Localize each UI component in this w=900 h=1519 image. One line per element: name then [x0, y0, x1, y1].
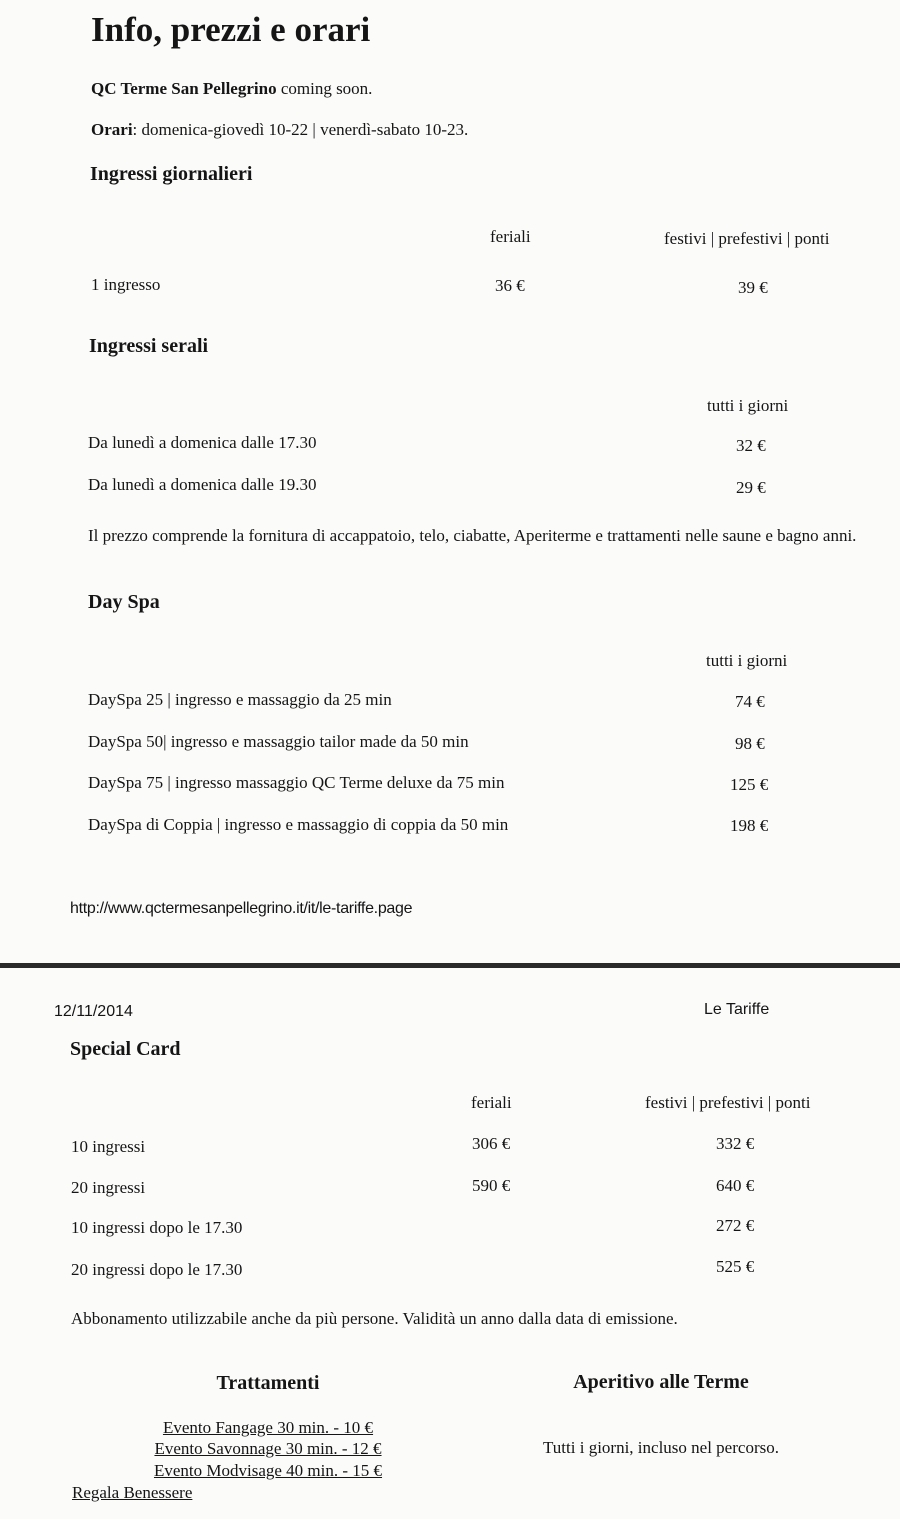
evening-row-label: Da lunedì a domenica dalle 19.30 [88, 475, 317, 494]
evening-row-price: 29 € [736, 478, 766, 497]
hours-text: : domenica-giovedì 10-22 | venerdì-sabato 10-23. [132, 120, 469, 139]
aperitivo-text: Tutti i giorni, incluso nel percorso. [543, 1438, 779, 1457]
special-row-weekday: 590 € [472, 1176, 511, 1195]
special-card-heading: Special Card [70, 1038, 181, 1060]
dayspa-col-all: tutti i giorni [706, 651, 788, 670]
dayspa-row-label: DaySpa 25 | ingresso e massaggio da 25 min [88, 690, 392, 709]
treatments-heading: Trattamenti [216, 1372, 320, 1394]
gift-link[interactable]: Regala Benessere [72, 1483, 193, 1502]
intro-suffix: coming soon. [276, 79, 373, 98]
dayspa-row-price: 198 € [730, 816, 769, 835]
evening-row-label: Da lunedì a domenica dalle 17.30 [88, 433, 317, 452]
page-divider [0, 963, 900, 968]
special-row-holiday: 640 € [716, 1176, 755, 1195]
special-card-note: Abbonamento utilizzabile anche da più persone. Validità un anno dalla data di emissione. [71, 1309, 678, 1328]
dayspa-row-price: 125 € [730, 775, 769, 794]
footer-url[interactable]: http://www.qctermesanpellegrino.it/it/le-tariffe.page [70, 900, 413, 917]
venue-name: QC Terme San Pellegrino [91, 79, 277, 98]
daily-col-weekdays: feriali [490, 227, 531, 246]
special-row-label: 10 ingressi [71, 1137, 146, 1156]
page-title: Info, prezzi e orari [91, 10, 371, 49]
special-col-weekdays: feriali [471, 1093, 512, 1112]
daily-row-holiday: 39 € [738, 278, 768, 297]
daily-heading: Ingressi giornalieri [90, 163, 253, 185]
print-date: 12/11/2014 [54, 1003, 133, 1020]
special-row-holiday: 332 € [716, 1134, 755, 1153]
intro-line [91, 79, 372, 99]
daily-row-weekday: 36 € [495, 276, 525, 295]
dayspa-row-label: DaySpa 50| ingresso e massaggio tailor made da 50 min [88, 732, 469, 751]
aperitivo-heading: Aperitivo alle Terme [573, 1371, 749, 1393]
dayspa-row-label: DaySpa 75 | ingresso massaggio QC Terme deluxe da 75 min [88, 773, 505, 792]
treatment-link[interactable]: Evento Fangage 30 min. - 10 € [162, 1418, 374, 1437]
evening-col-all: tutti i giorni [707, 396, 789, 415]
dayspa-row-price: 74 € [735, 692, 765, 711]
special-row-label: 20 ingressi dopo le 17.30 [71, 1260, 243, 1279]
treatment-link[interactable]: Evento Savonnage 30 min. - 12 € [154, 1439, 382, 1458]
treatment-link[interactable]: Evento Modvisage 40 min. - 15 € [153, 1461, 383, 1480]
special-row-label: 20 ingressi [71, 1178, 146, 1197]
print-page-title: Le Tariffe [704, 1001, 770, 1018]
special-col-holidays: festivi | prefestivi | ponti [645, 1093, 811, 1112]
hours-label: Orari [91, 120, 133, 139]
dayspa-row-label: DaySpa di Coppia | ingresso e massaggio di coppia da 50 min [88, 815, 509, 834]
special-row-weekday: 306 € [472, 1134, 511, 1153]
daily-col-holidays: festivi | prefestivi | ponti [664, 229, 830, 248]
evening-row-price: 32 € [736, 436, 766, 455]
dayspa-heading: Day Spa [88, 591, 160, 613]
hours-line [91, 120, 468, 140]
special-row-holiday: 272 € [716, 1216, 755, 1235]
special-row-label: 10 ingressi dopo le 17.30 [71, 1218, 243, 1237]
evening-heading: Ingressi serali [89, 335, 209, 357]
daily-row-label: 1 ingresso [91, 275, 161, 294]
dayspa-row-price: 98 € [735, 734, 765, 753]
special-row-holiday: 525 € [716, 1257, 755, 1276]
includes-note: Il prezzo comprende la fornitura di accappatoio, telo, ciabatte, Aperiterme e trattamenti nelle saune e bagno anni. [88, 526, 857, 545]
